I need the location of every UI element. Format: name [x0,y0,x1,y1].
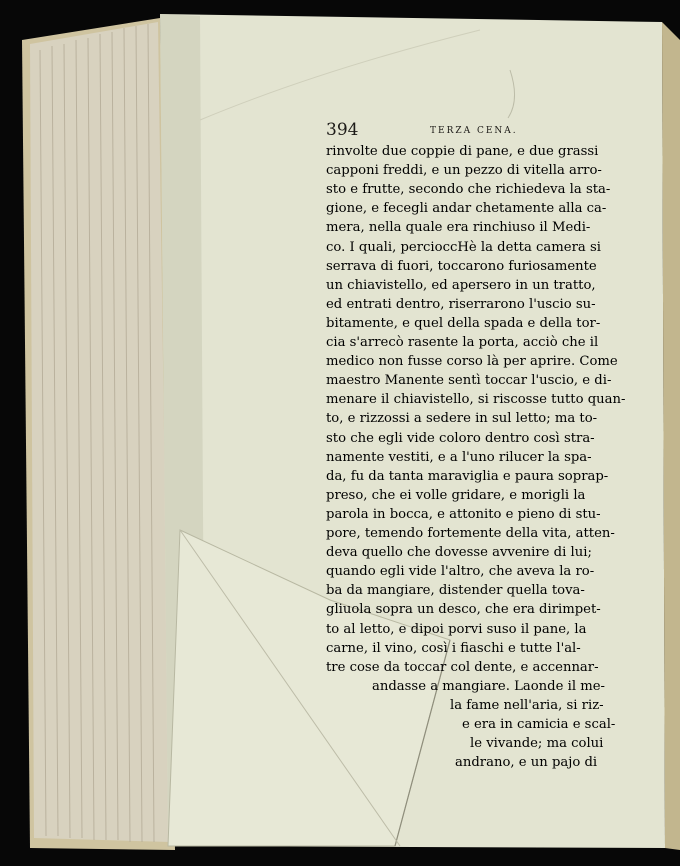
text-line: le vivande; ma colui [470,736,604,752]
text-line: maestro Manente sentì toccar l'uscio, e di- [326,373,612,389]
text-line: pore, temendo fortemente della vita, atten- [326,526,615,541]
text-line: to al letto, e dipoi porvi suso il pane, la [326,621,587,637]
text-line: to, e rizzossi a sedere in sul letto; ma to- [326,411,598,427]
text-line: gliuola sopra un desco, che era dirimpet- [326,602,601,618]
text-line: carne, il vino, così i fiaschi e tutte l'al- [326,640,581,656]
text-line: andasse a mangiare. Laonde il me- [372,678,606,694]
text-line: deva quello che dovesse avvenire di lui; [326,545,592,561]
text-line: co. I quali, percioccHè la detta camera si [326,239,601,255]
text-line: la fame nell'aria, si riz- [450,697,604,713]
text-line: un chiavistello, ed apersero in un tratto, [326,277,596,293]
text-line: ed entrati dentro, riserrarono l'uscio su- [326,296,596,312]
text-line: gione, e fecegli andar chetamente alla ca- [326,201,607,217]
text-line: serrava di fuori, toccarono furiosamente [326,258,597,274]
text-line: tre cose da toccar col dente, e accennar- [326,659,599,675]
running-title: TERZA CENA. [430,126,518,136]
text-line: medico non fusse corso là per aprire. Come [326,354,618,370]
text-line: ba da mangiare, distender quella tova- [326,583,585,599]
text-line: da, fu da tanta maraviglia e paura soprap- [326,468,609,484]
text-line: andrano, e un pajo di [455,755,598,771]
text-line: e era in camicia e scal- [462,717,616,732]
text-line: namente vestiti, e a l'uno rilucer la spa- [326,449,592,465]
text-line: rinvolte due coppie di pane, e due grassi [326,144,599,159]
text-line: cia s'arrecò rasente la porta, acciò che il [326,335,599,350]
text-line: preso, che ei volle gridare, e morigli la [326,487,586,503]
text-line: capponi freddi, e un pezzo di vitella arro- [326,163,602,179]
text-line: sto e frutte, secondo che richiedeva la sta- [326,182,611,198]
text-line: menare il chiavistello, si riscosse tutto quan- [326,392,626,408]
text-line: sto che egli vide coloro dentro così stra- [326,430,595,446]
text-line: quando egli vide l'altro, che aveva la ro- [326,564,595,580]
page-number: 394 [326,120,359,140]
text-line: bitamente, e quel della spada e della tor- [326,315,601,331]
text-line: mera, nella quale era rinchiuso il Medi- [326,220,591,236]
text-line: parola in bocca, e attonito e pieno di stu- [326,506,601,522]
